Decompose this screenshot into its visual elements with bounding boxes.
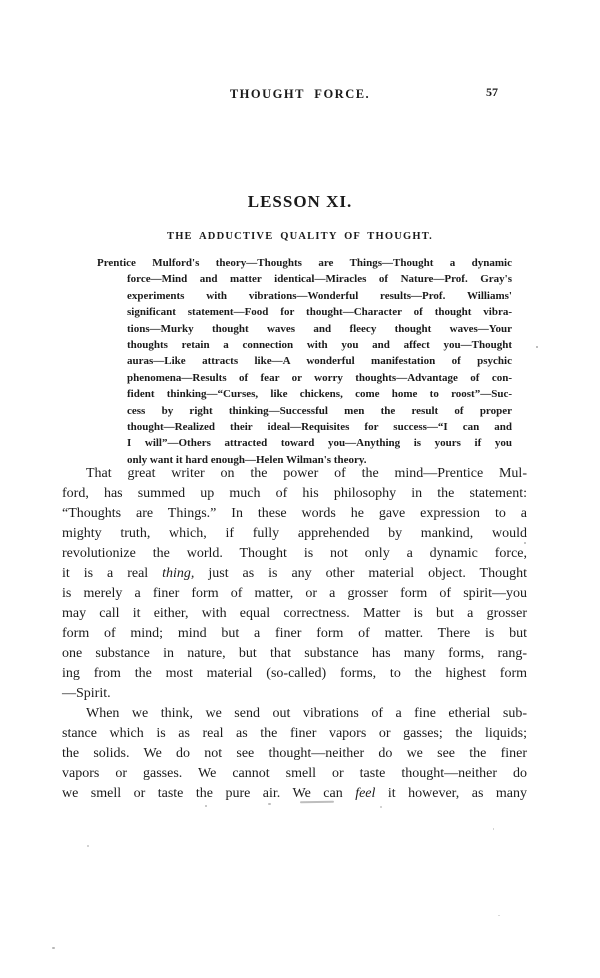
- body-line: form of mind; mind but a finer form of matter. There is but: [62, 626, 527, 641]
- synopsis-line: thoughts retain a connection with you and affect you—Thought: [127, 339, 512, 352]
- body-line: stance which is as real as the finer vapors or gasses; the liquids;: [62, 726, 527, 741]
- synopsis-line: tions—Murky thought waves and fleecy thought waves—Your: [127, 322, 512, 335]
- scan-speck: [493, 828, 494, 830]
- body-line: vapors or gasses. We cannot smell or taste thought—neither do: [62, 766, 527, 781]
- synopsis-line: thought—Realized their ideal—Requisites for success—“I can and: [127, 421, 512, 434]
- scan-speck: [524, 542, 526, 544]
- body-line: ford, has summed up much of his philosophy in the statement:: [62, 486, 527, 501]
- synopsis-block: [97, 255, 512, 468]
- synopsis-line: I will”—Others attracted toward you—Anything is yours if you: [127, 437, 512, 450]
- paragraph-2: [62, 704, 527, 804]
- body-line: revolutionize the world. Thought is not only a dynamic force,: [62, 546, 527, 561]
- lesson-subheading: THE ADDUCTIVE QUALITY OF THOUGHT.: [166, 231, 433, 242]
- body-text: [62, 464, 527, 804]
- body-line: That great writer on the power of the mind—Prentice Mul-: [86, 466, 527, 481]
- synopsis-line: cess by right thinking—Successful men the result of proper: [127, 404, 512, 417]
- body-line: the solids. We do not see thought—neither do we see the finer: [62, 746, 527, 761]
- body-line: “Thoughts are Things.” In these words he gave expression to a: [62, 506, 527, 521]
- body-line: we smell or taste the pure air. We can feel it however, as many: [62, 786, 528, 801]
- synopsis-line: fident thinking—“Curses, like chickens, come home to roost”—Suc-: [127, 388, 512, 401]
- body-line: ing from the most material (so-called) forms, to the highest form: [62, 666, 527, 681]
- synopsis-line: auras—Like attracts like—A wonderful manifestation of psychic: [127, 355, 512, 368]
- scan-speck: [380, 806, 382, 808]
- body-line: —Spirit.: [62, 686, 111, 701]
- scan-speck: [52, 947, 55, 949]
- page-header-title: THOUGHT FORCE.: [229, 87, 371, 101]
- italic-word-thing: thing,: [162, 566, 195, 581]
- page-number: 57: [486, 85, 498, 99]
- synopsis-line: Prentice Mulford's theory—Thoughts are Things—Thought a dynamic: [97, 257, 512, 269]
- synopsis-line: only want it hard enough—Helen Wilman's theory.: [127, 453, 367, 466]
- body-line: it is a real thing, just as is any other material object. Thought: [62, 566, 527, 581]
- body-line: mighty truth, which, if fully apprehended by mankind, would: [62, 526, 527, 541]
- body-line: one substance in nature, but that substance has many forms, rang-: [62, 646, 527, 661]
- scan-speck: [87, 845, 89, 847]
- synopsis-line: phenomena—Results of fear or worry thoughts—Advantage of con-: [127, 371, 512, 384]
- running-head: [0, 85, 600, 103]
- scan-speck: [498, 915, 500, 916]
- body-line: When we think, we send out vibrations of a fine etherial sub-: [86, 706, 527, 721]
- body-line: is merely a finer form of matter, or a grosser form of spirit—you: [62, 586, 527, 601]
- synopsis-line: significant statement—Food for thought—Character of thought vibra-: [127, 306, 512, 319]
- scan-speck: [536, 346, 538, 348]
- lesson-heading: LESSON XI.: [247, 192, 353, 211]
- italic-word-feel: feel: [355, 786, 376, 801]
- scan-speck: [268, 803, 271, 805]
- synopsis-line: experiments with vibrations—Wonderful results—Prof. Williams': [127, 289, 512, 302]
- scan-speck: [205, 805, 207, 807]
- synopsis-line: force—Mind and matter identical—Miracles of Nature—Prof. Gray's: [127, 273, 512, 286]
- paragraph-1: [62, 464, 527, 704]
- body-line: may call it either, with equal correctness. Matter is but a grosser: [62, 606, 527, 621]
